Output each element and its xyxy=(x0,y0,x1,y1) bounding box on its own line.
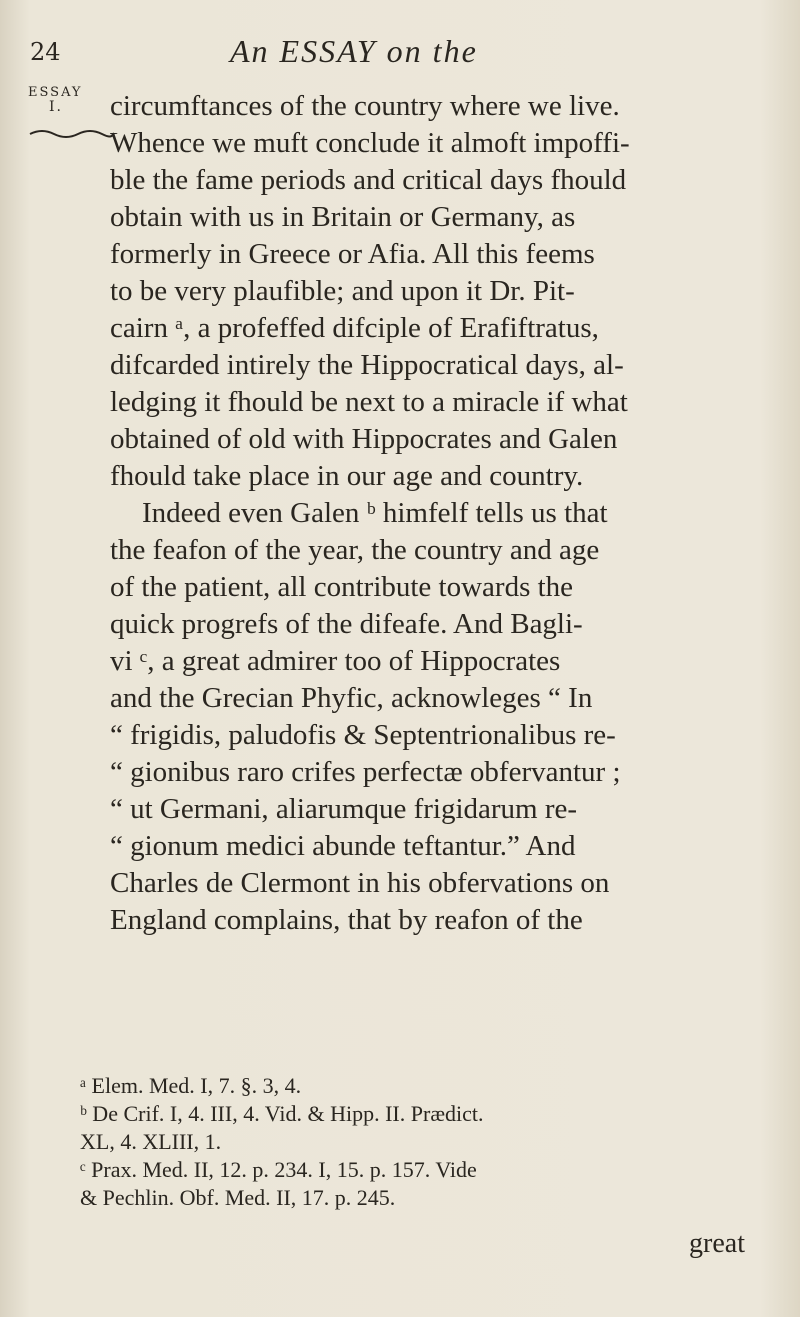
text-line: ledging it fhould be next to a miracle if what xyxy=(110,386,628,418)
text-line: ble the fame periods and critical days fhould xyxy=(110,164,627,196)
text-line: “ frigidis, paludofis & Septentrionalibus re- xyxy=(110,719,616,751)
page-header xyxy=(30,33,770,78)
text-line: obtain with us in Britain or Germany, as xyxy=(110,201,576,233)
text-line: obtained of old with Hippocrates and Galen xyxy=(110,423,618,455)
text-line: to be very plaufible; and upon it Dr. Pit- xyxy=(110,275,575,307)
text-line: quick progrefs of the difeafe. And Bagli- xyxy=(110,608,583,640)
text-line: fhould take place in our age and country. xyxy=(110,460,584,492)
footnote: ᵇ De Crif. I, 4. III, 4. Vid. & Hipp. II. Prædict. xyxy=(80,1101,484,1126)
running-title-text: An ESSAY on the xyxy=(230,33,478,69)
page-number: 24 xyxy=(30,38,61,66)
text-line: England complains, that by reafon of the xyxy=(110,904,583,936)
text-line: “ ut Germani, aliarumque frigidarum re- xyxy=(110,793,578,825)
text-line: vi ᶜ, a great admirer too of Hippocrates xyxy=(110,645,561,677)
text-line: “ gionum medici abunde teftantur.” And xyxy=(110,830,576,862)
text-line: Indeed even Galen ᵇ himfelf tells us that xyxy=(142,497,608,529)
footnote: ᵃ Elem. Med. I, 7. §. 3, 4. xyxy=(80,1073,302,1098)
text-line: “ gionibus raro crifes perfectæ obfervantur ; xyxy=(110,756,621,788)
margin-flourish xyxy=(28,128,116,140)
text-line: cairn ᵃ, a profeffed difciple of Erafiftratus, xyxy=(110,312,599,344)
text-line: Whence we muft conclude it almoft impoffi- xyxy=(110,127,630,159)
footnote: & Pechlin. Obf. Med. II, 17. p. 245. xyxy=(80,1185,396,1210)
catchword: great xyxy=(689,1228,745,1259)
margin-note xyxy=(28,86,118,114)
text-line: and the Grecian Phyfic, acknowleges “ In xyxy=(110,682,593,714)
text-line: difcarded intirely the Hippocratical days, al- xyxy=(110,349,624,381)
text-line: of the patient, all contribute towards the xyxy=(110,571,574,603)
text-line: formerly in Greece or Afia. All this feems xyxy=(110,238,595,270)
footnotes xyxy=(80,1072,760,1212)
text-line: the feafon of the year, the country and age xyxy=(110,534,600,566)
running-title xyxy=(230,32,478,70)
body-text xyxy=(110,88,740,939)
text-line: circumftances of the country where we live. xyxy=(110,90,620,122)
footnote: XL, 4. XLIII, 1. xyxy=(80,1129,222,1154)
text-line: Charles de Clermont in his obfervations on xyxy=(110,867,610,899)
margin-note-line1: ESSAY xyxy=(28,85,83,100)
margin-note-line2: I. xyxy=(49,99,63,115)
footnote: ᶜ Prax. Med. II, 12. p. 234. I, 15. p. 157. Vide xyxy=(80,1157,477,1182)
